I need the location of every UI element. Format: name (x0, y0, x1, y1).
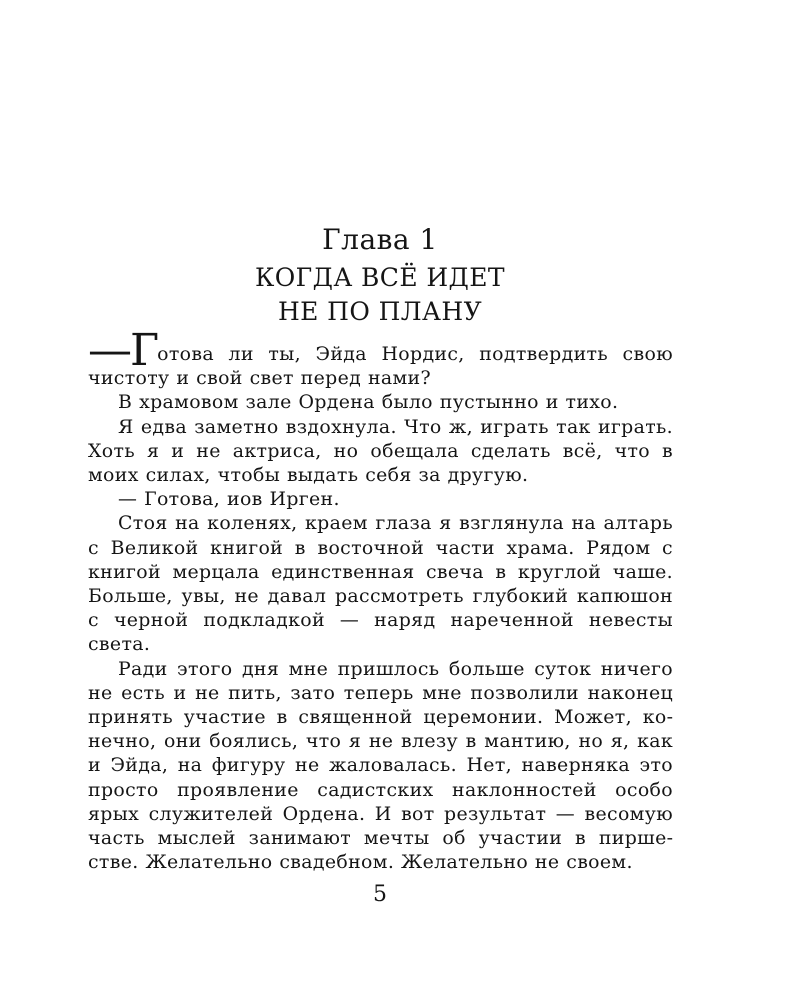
chapter-title (0, 261, 760, 329)
paragraph-3: Я едва заметно вздохнула. Что ж, играть так играть. Хоть я и не актриса, но обещала сделать всё, что в моих силах, чтобы выдать себя за другую. (88, 415, 673, 487)
paragraph-1-text: отова ли ты, Эйда Нордис, подтвердить свою чистоту и свой свет перед нами? (88, 343, 673, 390)
paragraph-6: Ради этого дня мне пришлось больше суток ничего не есть и не пить, зато теперь мне позволили наконец принять участие в священной церемонии. Может, конечно, они боялись, что я не влезу в мантию, но я, как и Эйда, на фигуру не жаловалась. Нет, наверняка это просто проявление садистских наклонностей особо ярых служителей Ордена. И вот результат — весомую часть мыслей занимают мечты об участии в пиршестве. Желательно свадебном. Желательно не своем. (88, 657, 673, 874)
chapter-title-line-2: НЕ ПО ПЛАНУ (277, 297, 483, 326)
paragraph-2: В храмовом зале Ордена было пустынно и тихо. (118, 391, 619, 414)
chapter-title-line-1: КОГДА ВСЁ ИДЕТ (255, 263, 505, 292)
paragraph-5: Стоя на коленях, краем глаза я взглянула на алтарь с Великой книгой в восточной части храма. Рядом с книгой мерцала единственная свеча в круглой чаше. Больше, увы, не давал рассмотреть глубокий капюшон с черной подкладкой — наряд нареченной невесты света. (88, 512, 673, 656)
page-number: 5 (373, 882, 387, 907)
opening-dash-initial: —Г (88, 325, 158, 376)
chapter-body-text (88, 325, 673, 874)
paragraph-4: — Готова, иов Ирген. (118, 488, 340, 511)
chapter-number: Глава 1 (322, 223, 438, 256)
paragraph-1 (88, 325, 673, 390)
